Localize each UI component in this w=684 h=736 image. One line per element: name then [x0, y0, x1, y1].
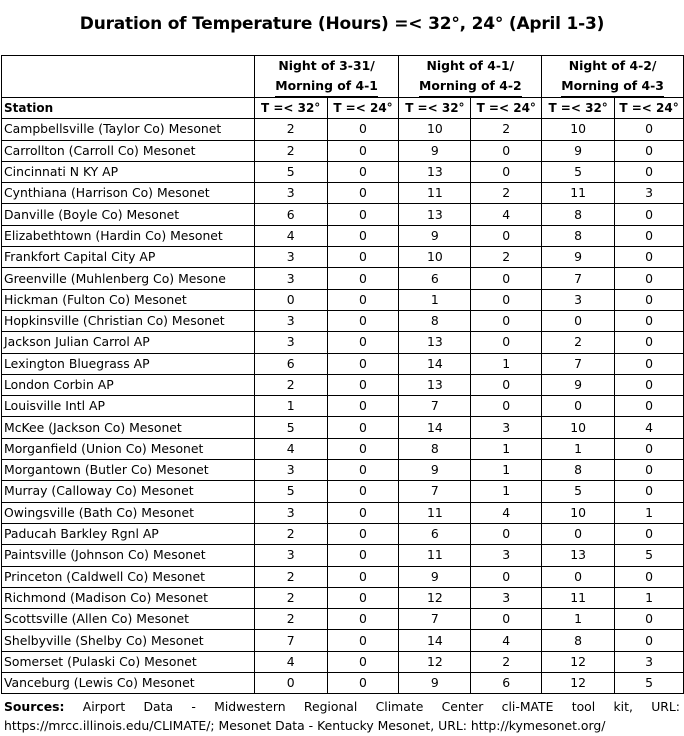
- hours-cell: 6: [399, 268, 471, 289]
- hours-cell: 4: [254, 225, 327, 246]
- hours-cell: 0: [615, 225, 684, 246]
- hours-cell: 1: [542, 438, 615, 459]
- hours-cell: 13: [542, 545, 615, 566]
- sub-header: T =< 24°: [327, 98, 399, 119]
- table-row: [2, 481, 684, 502]
- hours-cell: 0: [327, 417, 399, 438]
- hours-cell: 1: [254, 396, 327, 417]
- hours-cell: 0: [615, 460, 684, 481]
- hours-cell: 9: [399, 673, 471, 694]
- hours-cell: 3: [254, 460, 327, 481]
- table-row: [2, 353, 684, 374]
- hours-cell: 9: [542, 247, 615, 268]
- hours-cell: 1: [615, 502, 684, 523]
- station-cell: Shelbyville (Shelby Co) Mesonet: [2, 630, 255, 651]
- hours-cell: 0: [327, 587, 399, 608]
- table-row: [2, 460, 684, 481]
- hours-cell: 0: [327, 310, 399, 331]
- hours-cell: 4: [471, 502, 542, 523]
- hours-cell: 7: [399, 481, 471, 502]
- hours-cell: 8: [399, 438, 471, 459]
- table-row: [2, 161, 684, 182]
- hours-cell: 0: [615, 438, 684, 459]
- hours-cell: 0: [327, 204, 399, 225]
- group-header-line2: Morning of 4-3: [561, 76, 664, 97]
- station-cell: Richmond (Madison Co) Mesonet: [2, 587, 255, 608]
- hours-cell: 0: [542, 523, 615, 544]
- hours-cell: 2: [471, 183, 542, 204]
- hours-cell: 0: [471, 396, 542, 417]
- group-header-3-31: [254, 56, 399, 98]
- hours-cell: 2: [254, 374, 327, 395]
- table-row: [2, 140, 684, 161]
- hours-cell: 0: [615, 566, 684, 587]
- hours-cell: 3: [254, 183, 327, 204]
- station-cell: Scottsville (Allen Co) Mesonet: [2, 609, 255, 630]
- hours-cell: 7: [399, 609, 471, 630]
- hours-cell: 14: [399, 353, 471, 374]
- table-row: [2, 332, 684, 353]
- hours-cell: 0: [471, 523, 542, 544]
- hours-cell: 0: [542, 310, 615, 331]
- hours-cell: 0: [327, 396, 399, 417]
- station-cell: Lexington Bluegrass AP: [2, 353, 255, 374]
- hours-cell: 13: [399, 332, 471, 353]
- station-cell: Somerset (Pulaski Co) Mesonet: [2, 651, 255, 672]
- hours-cell: 0: [615, 481, 684, 502]
- hours-cell: 8: [542, 225, 615, 246]
- hours-cell: 0: [471, 609, 542, 630]
- hours-cell: 9: [542, 374, 615, 395]
- hours-cell: 4: [254, 651, 327, 672]
- station-cell: Hopkinsville (Christian Co) Mesonet: [2, 310, 255, 331]
- hours-cell: 0: [327, 481, 399, 502]
- table-row: [2, 268, 684, 289]
- hours-cell: 9: [399, 140, 471, 161]
- hours-cell: 5: [615, 673, 684, 694]
- station-cell: Jackson Julian Carrol AP: [2, 332, 255, 353]
- table-row: [2, 566, 684, 587]
- station-cell: Louisville Intl AP: [2, 396, 255, 417]
- station-cell: London Corbin AP: [2, 374, 255, 395]
- table-row: [2, 545, 684, 566]
- hours-cell: 2: [254, 566, 327, 587]
- hours-cell: 2: [254, 523, 327, 544]
- sub-header: T =< 32°: [254, 98, 327, 119]
- table-row: [2, 609, 684, 630]
- hours-cell: 10: [399, 247, 471, 268]
- group-header-line2: Morning of 4-1: [275, 76, 378, 97]
- hours-cell: 3: [615, 651, 684, 672]
- hours-cell: 5: [254, 161, 327, 182]
- hours-cell: 2: [471, 651, 542, 672]
- hours-cell: 1: [471, 460, 542, 481]
- table-row: [2, 651, 684, 672]
- hours-cell: 0: [327, 161, 399, 182]
- hours-cell: 1: [399, 289, 471, 310]
- table-row: [2, 630, 684, 651]
- hours-cell: 0: [327, 630, 399, 651]
- station-cell: Paducah Barkley Rgnl AP: [2, 523, 255, 544]
- hours-cell: 0: [471, 566, 542, 587]
- hours-cell: 0: [615, 140, 684, 161]
- hours-cell: 12: [542, 673, 615, 694]
- hours-cell: 9: [399, 225, 471, 246]
- hours-cell: 0: [615, 204, 684, 225]
- document-title: Duration of Temperature (Hours) =< 32°, 24° (April 1-3): [79, 14, 605, 34]
- sub-header: T =< 24°: [615, 98, 684, 119]
- sub-header: T =< 32°: [542, 98, 615, 119]
- hours-cell: 11: [399, 502, 471, 523]
- group-header-line1: Night of 3-31/: [278, 58, 375, 73]
- hours-cell: 4: [254, 438, 327, 459]
- hours-cell: 0: [327, 651, 399, 672]
- group-header-line2: Morning of 4-2: [419, 76, 522, 97]
- table-row: [2, 587, 684, 608]
- hours-cell: 2: [542, 332, 615, 353]
- hours-cell: 3: [254, 247, 327, 268]
- station-cell: Vanceburg (Lewis Co) Mesonet: [2, 673, 255, 694]
- hours-cell: 2: [471, 247, 542, 268]
- station-cell: Cincinnati N KY AP: [2, 161, 255, 182]
- hours-cell: 10: [542, 502, 615, 523]
- hours-cell: 2: [254, 140, 327, 161]
- hours-cell: 0: [615, 119, 684, 140]
- hours-cell: 0: [615, 161, 684, 182]
- hours-cell: 0: [327, 289, 399, 310]
- station-cell: Frankfort Capital City AP: [2, 247, 255, 268]
- station-header: Station: [2, 98, 255, 119]
- hours-cell: 7: [254, 630, 327, 651]
- station-header-spacer: [2, 56, 255, 98]
- sources-footnote: [4, 697, 680, 735]
- sub-header-row: [2, 98, 684, 119]
- hours-cell: 0: [254, 673, 327, 694]
- sub-header: T =< 32°: [399, 98, 471, 119]
- table-row: [2, 502, 684, 523]
- station-cell: Murray (Calloway Co) Mesonet: [2, 481, 255, 502]
- table-body: [2, 119, 684, 694]
- hours-cell: 0: [327, 374, 399, 395]
- table-row: [2, 438, 684, 459]
- hours-cell: 3: [471, 417, 542, 438]
- station-cell: Elizabethtown (Hardin Co) Mesonet: [2, 225, 255, 246]
- hours-cell: 0: [471, 161, 542, 182]
- station-cell: Campbellsville (Taylor Co) Mesonet: [2, 119, 255, 140]
- hours-cell: 0: [615, 374, 684, 395]
- hours-cell: 0: [471, 140, 542, 161]
- hours-cell: 0: [615, 289, 684, 310]
- hours-cell: 7: [542, 353, 615, 374]
- hours-cell: 10: [542, 417, 615, 438]
- table-row: [2, 119, 684, 140]
- station-cell: Hickman (Fulton Co) Mesonet: [2, 289, 255, 310]
- hours-cell: 0: [615, 247, 684, 268]
- hours-cell: 12: [399, 587, 471, 608]
- hours-cell: 2: [254, 587, 327, 608]
- hours-cell: 0: [615, 332, 684, 353]
- hours-cell: 4: [471, 630, 542, 651]
- hours-cell: 4: [471, 204, 542, 225]
- hours-cell: 12: [399, 651, 471, 672]
- hours-cell: 0: [327, 609, 399, 630]
- sources-label: Sources:: [4, 699, 65, 714]
- hours-cell: 10: [542, 119, 615, 140]
- hours-cell: 0: [542, 566, 615, 587]
- table-row: [2, 247, 684, 268]
- hours-cell: 3: [615, 183, 684, 204]
- hours-cell: 0: [471, 225, 542, 246]
- hours-cell: 5: [254, 417, 327, 438]
- hours-cell: 2: [471, 119, 542, 140]
- hours-cell: 8: [542, 460, 615, 481]
- hours-cell: 14: [399, 417, 471, 438]
- station-cell: Danville (Boyle Co) Mesonet: [2, 204, 255, 225]
- hours-cell: 8: [542, 630, 615, 651]
- group-header-line1: Night of 4-2/: [568, 58, 657, 73]
- hours-cell: 0: [615, 630, 684, 651]
- hours-cell: 7: [399, 396, 471, 417]
- group-header-line1: Night of 4-1/: [426, 58, 515, 73]
- hours-cell: 8: [542, 204, 615, 225]
- table-row: [2, 374, 684, 395]
- hours-cell: 0: [254, 289, 327, 310]
- table-row: [2, 396, 684, 417]
- station-cell: Paintsville (Johnson Co) Mesonet: [2, 545, 255, 566]
- station-cell: Cynthiana (Harrison Co) Mesonet: [2, 183, 255, 204]
- hours-cell: 1: [471, 438, 542, 459]
- hours-cell: 9: [399, 566, 471, 587]
- hours-cell: 0: [327, 353, 399, 374]
- hours-cell: 0: [327, 247, 399, 268]
- hours-cell: 13: [399, 374, 471, 395]
- hours-cell: 0: [327, 183, 399, 204]
- hours-cell: 3: [471, 545, 542, 566]
- hours-cell: 9: [399, 460, 471, 481]
- group-header-4-1: [399, 56, 542, 98]
- hours-cell: 0: [327, 225, 399, 246]
- hours-cell: 0: [615, 396, 684, 417]
- station-cell: Greenville (Muhlenberg Co) Mesone: [2, 268, 255, 289]
- group-header-4-2: [542, 56, 684, 98]
- hours-cell: 3: [254, 502, 327, 523]
- hours-cell: 6: [471, 673, 542, 694]
- station-cell: Princeton (Caldwell Co) Mesonet: [2, 566, 255, 587]
- hours-cell: 11: [542, 183, 615, 204]
- hours-cell: 0: [615, 609, 684, 630]
- hours-cell: 0: [327, 438, 399, 459]
- table-row: [2, 225, 684, 246]
- hours-cell: 4: [615, 417, 684, 438]
- hours-cell: 11: [542, 587, 615, 608]
- hours-cell: 7: [542, 268, 615, 289]
- hours-cell: 0: [327, 140, 399, 161]
- table-row: [2, 310, 684, 331]
- hours-cell: 0: [615, 268, 684, 289]
- station-cell: McKee (Jackson Co) Mesonet: [2, 417, 255, 438]
- hours-cell: 3: [254, 268, 327, 289]
- hours-cell: 0: [327, 566, 399, 587]
- hours-cell: 0: [327, 332, 399, 353]
- hours-cell: 5: [615, 545, 684, 566]
- hours-cell: 0: [615, 310, 684, 331]
- hours-cell: 5: [542, 161, 615, 182]
- hours-cell: 8: [399, 310, 471, 331]
- table-row: [2, 673, 684, 694]
- hours-cell: 3: [471, 587, 542, 608]
- table-row: [2, 183, 684, 204]
- hours-cell: 1: [542, 609, 615, 630]
- hours-cell: 6: [399, 523, 471, 544]
- hours-cell: 0: [327, 545, 399, 566]
- hours-cell: 5: [254, 481, 327, 502]
- hours-cell: 3: [254, 545, 327, 566]
- hours-cell: 13: [399, 161, 471, 182]
- hours-cell: 3: [542, 289, 615, 310]
- hours-cell: 0: [615, 353, 684, 374]
- hours-cell: 3: [254, 310, 327, 331]
- hours-cell: 9: [542, 140, 615, 161]
- station-cell: Morganfield (Union Co) Mesonet: [2, 438, 255, 459]
- hours-cell: 0: [327, 523, 399, 544]
- hours-cell: 5: [542, 481, 615, 502]
- hours-cell: 1: [471, 481, 542, 502]
- hours-cell: 0: [471, 374, 542, 395]
- group-header-row: [2, 56, 684, 98]
- hours-cell: 1: [471, 353, 542, 374]
- hours-cell: 11: [399, 183, 471, 204]
- hours-cell: 0: [471, 332, 542, 353]
- hours-cell: 0: [471, 310, 542, 331]
- hours-cell: 0: [327, 502, 399, 523]
- sources-text: Airport Data - Midwestern Regional Climate Center cli-MATE tool kit, URL: https://mrcc.illinois.edu/CLIMATE/; Mesonet Data - Kentucky Mesonet, URL: http://kymesonet.org/: [4, 699, 680, 733]
- hours-cell: 6: [254, 204, 327, 225]
- hours-cell: 0: [327, 673, 399, 694]
- hours-cell: 13: [399, 204, 471, 225]
- station-cell: Morgantown (Butler Co) Mesonet: [2, 460, 255, 481]
- hours-cell: 0: [615, 523, 684, 544]
- hours-cell: 0: [327, 268, 399, 289]
- sub-header: T =< 24°: [471, 98, 542, 119]
- hours-cell: 3: [254, 332, 327, 353]
- temperature-duration-table: [1, 55, 684, 694]
- table-row: [2, 523, 684, 544]
- table-row: [2, 417, 684, 438]
- hours-cell: 0: [471, 289, 542, 310]
- station-cell: Owingsville (Bath Co) Mesonet: [2, 502, 255, 523]
- hours-cell: 0: [327, 119, 399, 140]
- hours-cell: 0: [542, 396, 615, 417]
- hours-cell: 0: [327, 460, 399, 481]
- hours-cell: 10: [399, 119, 471, 140]
- hours-cell: 12: [542, 651, 615, 672]
- hours-cell: 2: [254, 609, 327, 630]
- station-cell: Carrollton (Carroll Co) Mesonet: [2, 140, 255, 161]
- hours-cell: 1: [615, 587, 684, 608]
- hours-cell: 6: [254, 353, 327, 374]
- table-row: [2, 289, 684, 310]
- hours-cell: 2: [254, 119, 327, 140]
- hours-cell: 0: [471, 268, 542, 289]
- hours-cell: 14: [399, 630, 471, 651]
- hours-cell: 11: [399, 545, 471, 566]
- table-row: [2, 204, 684, 225]
